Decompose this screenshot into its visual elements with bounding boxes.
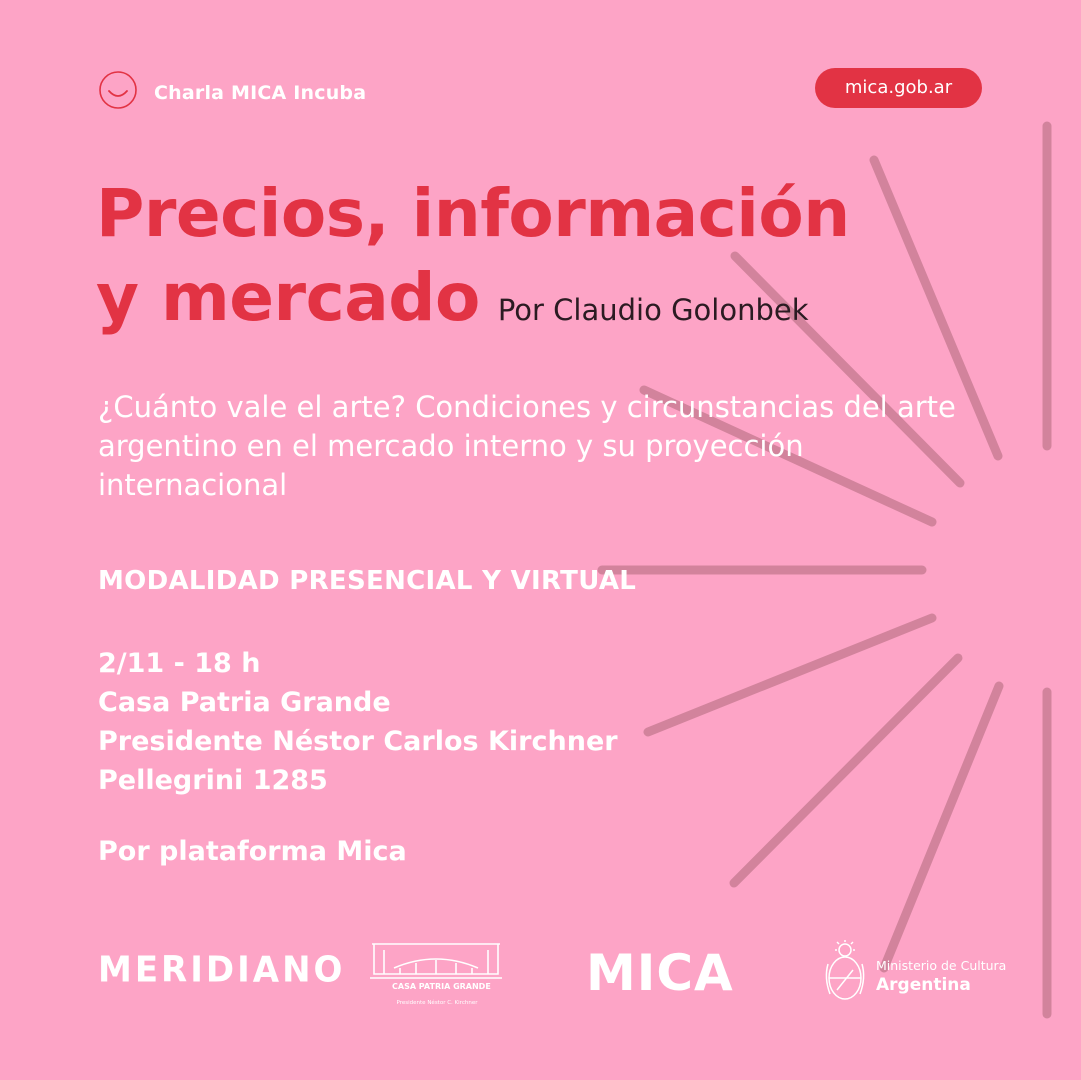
speaker-name: Por Claudio Golonbek — [497, 293, 809, 327]
casa-patria-subtitle: Presidente Néstor C. Kirchner — [396, 1000, 478, 1006]
title-line-2 — [96, 256, 850, 352]
event-datetime: 2/11 - 18 h — [98, 648, 261, 679]
ministerio-line-1: Ministerio de Cultura — [876, 958, 1007, 973]
casa-patria-name: CASA PATRIA GRANDE — [392, 982, 491, 991]
title-line-1: Precios, información — [96, 175, 850, 252]
national-coat-of-arms-icon — [822, 940, 868, 1006]
venue-name-2: Presidente Néstor Carlos Kirchner — [98, 726, 618, 757]
ray — [648, 618, 932, 732]
venue-name: Casa Patria Grande — [98, 687, 391, 718]
ray — [734, 658, 958, 883]
talk-description: ¿Cuánto vale el arte? Condiciones y circunstancias del arte argentino en el mercado interno y su proyección internacional — [98, 390, 956, 502]
ministerio-cultura-logo — [822, 940, 1022, 1006]
venue-address: Pellegrini 1285 — [98, 765, 328, 796]
meridiano-logo: MERIDIANO — [98, 949, 346, 991]
mica-logo: MICA — [586, 944, 734, 1002]
platform-info: Por plataforma Mica — [98, 836, 407, 867]
smile-logo-icon — [98, 70, 138, 110]
talk-title — [96, 172, 850, 352]
ray — [884, 686, 999, 968]
title-line-2-text: y mercado — [96, 259, 480, 336]
casa-patria-grande-logo — [366, 938, 506, 1013]
website-badge[interactable]: mica.gob.ar — [815, 68, 982, 108]
event-label: Charla MICA Incuba — [154, 82, 367, 104]
ministerio-line-2: Argentina — [876, 975, 971, 995]
building-icon — [366, 938, 506, 982]
modality: MODALIDAD PRESENCIAL Y VIRTUAL — [98, 566, 637, 596]
venue-info — [98, 644, 618, 800]
